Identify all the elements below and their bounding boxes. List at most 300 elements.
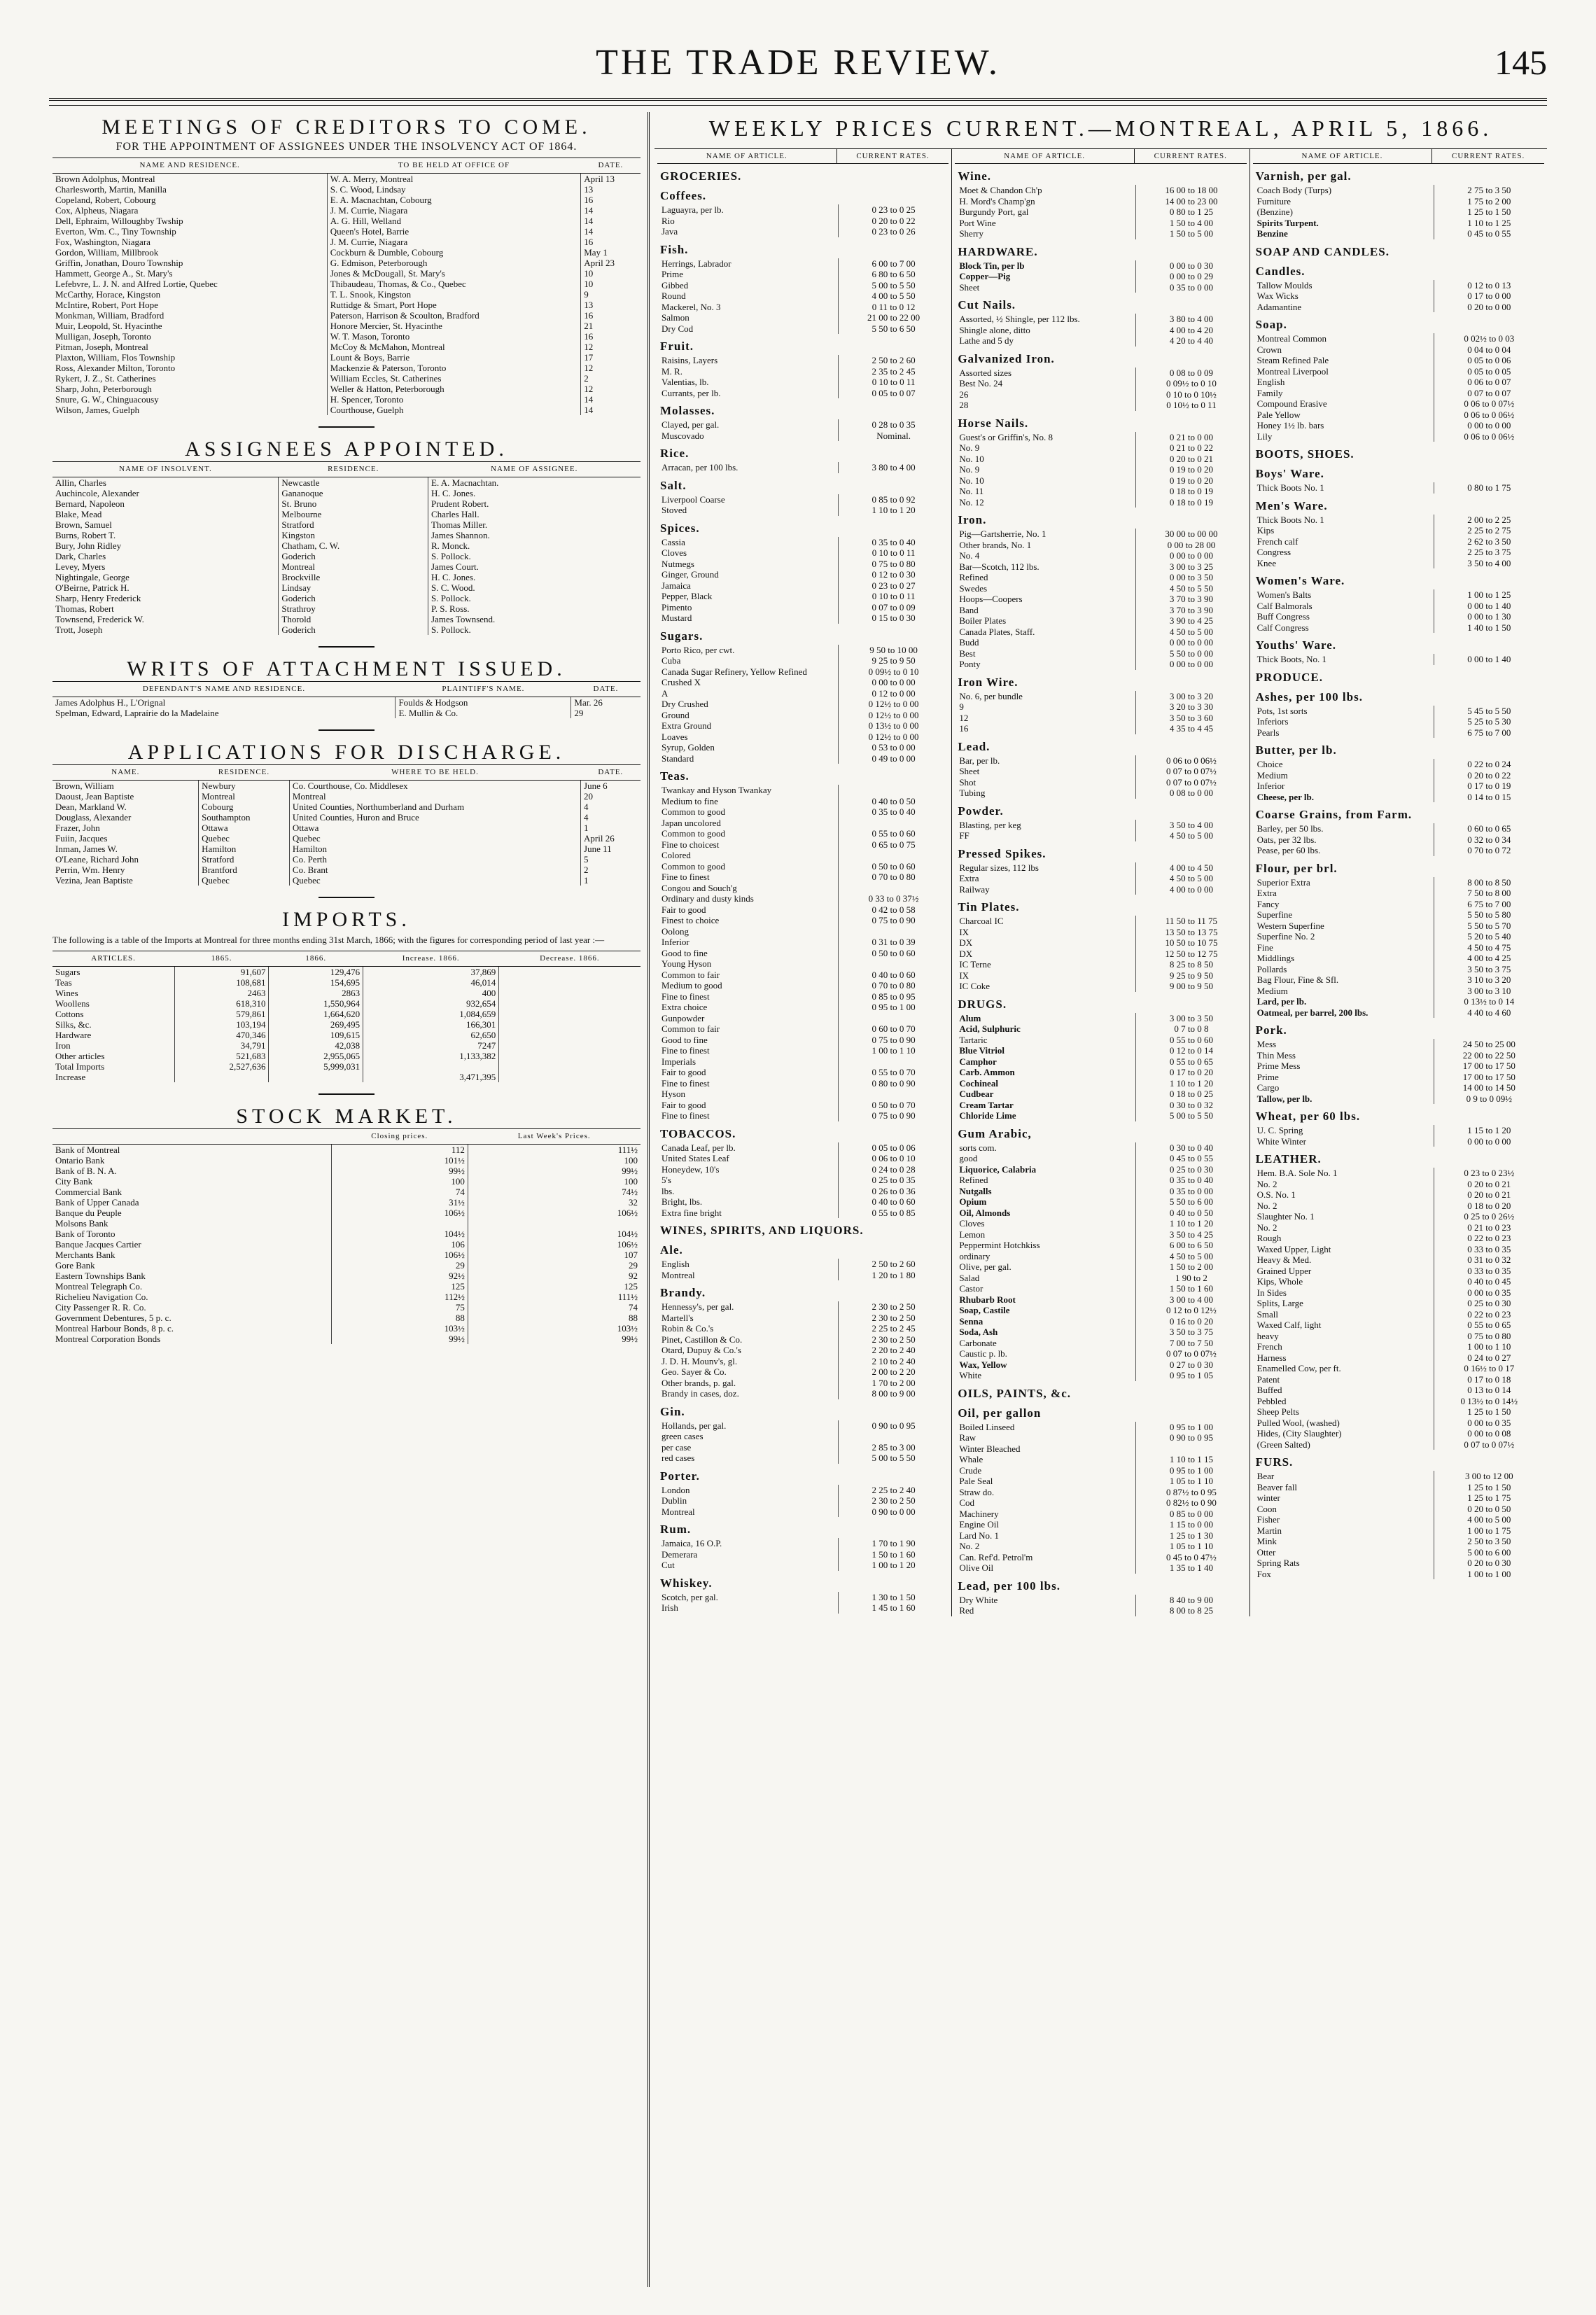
table-cell: 579,861	[174, 1009, 269, 1019]
article-name: Spirits Turpent.	[1253, 218, 1434, 229]
article-name: Syrup, Golden	[657, 742, 839, 753]
price-row	[657, 1549, 948, 1560]
price-row	[1253, 792, 1544, 803]
price-row	[955, 228, 1246, 239]
stocks-section	[52, 1105, 640, 1344]
article-name: Pale Yellow	[1253, 410, 1434, 421]
article-name: A	[657, 688, 839, 699]
price-row	[657, 613, 948, 624]
article-name: Congou and Souch'g	[657, 883, 839, 894]
price-row	[1253, 536, 1544, 547]
article-name: Soap, Castile	[955, 1305, 1136, 1316]
discharge-section	[52, 741, 640, 886]
current-rate: 0 53 to 0 00	[872, 742, 916, 753]
current-rate: 0 14 to 0 15	[1467, 791, 1511, 802]
table-cell: Townsend, Frederick W.	[55, 614, 144, 624]
table-cell: 21	[581, 321, 640, 331]
table-cell: 88	[468, 1313, 640, 1323]
table-cell: Montreal	[199, 791, 290, 802]
article-name: Hides, (City Slaughter)	[1253, 1428, 1434, 1439]
price-category: Pork.	[1255, 1023, 1287, 1037]
price-row	[1253, 1374, 1544, 1385]
article-name: IC Terne	[955, 959, 1136, 970]
price-row	[1253, 515, 1544, 526]
price-row	[955, 1487, 1246, 1498]
article-name: Fine to finest	[657, 872, 839, 883]
article-name: Alum	[955, 1013, 1136, 1024]
table-cell: June 11	[581, 844, 640, 854]
article-name: ordinary	[955, 1251, 1136, 1262]
current-rate: 1 90 to 2	[1175, 1272, 1208, 1283]
article-name: Band	[955, 605, 1136, 616]
price-header-cell: NAME OF ARTICLE.	[1253, 149, 1433, 163]
table-cell: Nightingale, George	[55, 572, 130, 582]
current-rate: 0 33 to 0 37½	[868, 893, 919, 904]
article-name: Robin & Co.'s	[657, 1323, 839, 1334]
price-row	[657, 926, 948, 937]
price-row	[955, 788, 1246, 799]
article-name: Kips	[1253, 525, 1434, 536]
current-rate: 0 45 to 0 47½	[1166, 1551, 1217, 1562]
price-row	[657, 1378, 948, 1389]
price-row	[1253, 1320, 1544, 1331]
table-cell: Co. Courthouse, Co. Middlesex	[289, 781, 580, 792]
current-rate: 14 00 to 23 00	[1165, 195, 1218, 207]
current-rate: 0 55 to 0 65	[1169, 1056, 1213, 1067]
article-name: U. C. Spring	[1253, 1125, 1434, 1136]
price-row	[657, 204, 948, 216]
current-rate: 1 25 to 1 50	[1467, 1481, 1511, 1492]
table-cell: 13	[581, 184, 640, 195]
article-name: Cheese, per lb.	[1253, 792, 1434, 803]
price-category: Ashes, per 100 lbs.	[1255, 690, 1363, 704]
table-cell: Bank of Upper Canada	[55, 1197, 139, 1208]
article-name: Clayed, per gal.	[657, 419, 839, 431]
article-name: green cases	[657, 1431, 839, 1442]
table-cell: April 26	[581, 833, 640, 844]
current-rate: 0 00 to 0 00	[1467, 420, 1511, 431]
price-row	[657, 1431, 948, 1442]
table-cell: City Passenger R. R. Co.	[55, 1302, 146, 1313]
price-row	[657, 258, 948, 270]
article-name: No. 2	[1253, 1222, 1434, 1233]
price-row	[657, 839, 948, 851]
table-cell: Daoust, Jean Baptiste	[55, 791, 134, 802]
table-cell: Griffin, Jonathan, Douro Township	[55, 258, 183, 268]
current-rate: 3 00 to 3 20	[1169, 690, 1213, 701]
price-row	[1253, 1547, 1544, 1558]
price-row	[955, 916, 1246, 927]
article-name: United States Leaf	[657, 1153, 839, 1164]
article-name: Lard, per lb.	[1253, 996, 1434, 1007]
article-name: J. D. H. Mounv's, gl.	[657, 1356, 839, 1367]
article-name: Geo. Sayer & Co.	[657, 1366, 839, 1378]
price-category: Molasses.	[660, 404, 715, 417]
article-name: Fisher	[1253, 1514, 1434, 1525]
table-cell: W. A. Merry, Montreal	[327, 174, 581, 185]
current-rate: 0 18 to 0 25	[1169, 1089, 1213, 1099]
article-name: Moet & Chandon Ch'p	[955, 185, 1136, 196]
article-name: winter	[1253, 1492, 1434, 1504]
table-row	[52, 593, 640, 603]
price-row	[955, 378, 1246, 389]
current-rate: 0 25 to 0 30	[1169, 1163, 1213, 1175]
article-name: Dublin	[657, 1495, 839, 1506]
price-row	[955, 1359, 1246, 1371]
current-rate: 1 10 to 1 20	[872, 505, 916, 515]
table-cell: 37,869	[363, 967, 499, 978]
article-name: Montreal	[657, 1270, 839, 1281]
column-header	[52, 1129, 331, 1145]
table-row	[52, 1019, 640, 1030]
table-row	[52, 184, 640, 195]
article-name: 5's	[657, 1175, 839, 1186]
table-cell: 2	[581, 373, 640, 384]
price-row	[657, 1592, 948, 1603]
price-row	[1253, 1039, 1544, 1050]
table-cell: R. Monck.	[428, 540, 641, 551]
table-row	[52, 697, 640, 708]
meetings-subtitle: FOR THE APPOINTMENT OF ASSIGNEES UNDER THE INSOLVENCY ACT OF 1864.	[115, 141, 578, 153]
column-header: RESIDENCE.	[279, 462, 428, 477]
price-row	[1253, 921, 1544, 932]
table-cell: Bank of Montreal	[55, 1145, 120, 1155]
article-name: Lemon	[955, 1229, 1136, 1240]
table-cell: Woollens	[55, 998, 90, 1009]
article-name: good	[955, 1153, 1136, 1164]
table-row	[52, 268, 640, 279]
current-rate	[839, 785, 948, 796]
price-row	[1253, 1569, 1544, 1580]
table-row	[52, 394, 640, 405]
price-row	[657, 970, 948, 981]
current-rate: 0 25 to 0 35	[872, 1175, 916, 1185]
imports-title: IMPORTS.	[282, 908, 411, 931]
current-rate: 4 50 to 5 50	[1169, 582, 1213, 594]
table-cell: Fox, Washington, Niagara	[55, 237, 150, 247]
article-name: In Sides	[1253, 1287, 1434, 1299]
current-rate: 1 00 to 1 20	[872, 1560, 916, 1570]
article-name: Fine to finest	[657, 1045, 839, 1056]
price-row	[955, 1316, 1246, 1327]
table-cell: Hamilton	[199, 844, 290, 854]
table-row	[52, 812, 640, 823]
price-category: Gin.	[660, 1404, 685, 1418]
article-name: Furniture	[1253, 196, 1434, 207]
article-name: Shingle alone, ditto	[955, 325, 1136, 336]
price-row	[657, 280, 948, 291]
current-rate: 3 00 to 3 50	[1169, 1012, 1213, 1023]
article-name: No. 2	[1253, 1179, 1434, 1190]
table-cell: 111½	[468, 1292, 640, 1302]
price-row	[955, 1153, 1246, 1164]
article-name: Thin Mess	[1253, 1050, 1434, 1061]
price-row	[1253, 525, 1544, 536]
price-row	[955, 1552, 1246, 1563]
current-rate: 4 00 to 0 00	[1169, 883, 1213, 895]
price-row	[657, 645, 948, 656]
current-rate: 8 00 to 8 50	[1467, 876, 1511, 888]
article-name: Ginger, Ground	[657, 569, 839, 580]
table-cell: J. M. Currie, Niagara	[327, 205, 581, 216]
table-cell: 154,695	[269, 977, 363, 988]
table-cell: 99½	[468, 1166, 640, 1176]
price-row	[1253, 1406, 1544, 1418]
current-rate: 0 45 to 0 55	[1169, 1153, 1213, 1163]
price-row	[657, 1196, 948, 1208]
price-row	[1253, 333, 1544, 344]
price-row	[1253, 834, 1544, 846]
column-header: DATE.	[581, 765, 640, 781]
current-rate: 0 00 to 1 40	[1467, 600, 1511, 611]
current-rate: 1 30 to 1 50	[872, 1591, 916, 1602]
current-rate: 5 50 to 5 70	[1467, 920, 1511, 931]
article-name: Compound Erasive	[1253, 398, 1434, 410]
table-cell: 4	[581, 802, 640, 812]
article-name: Buffed	[1253, 1385, 1434, 1396]
table-cell: Spelman, Edward, Lapraírie do la Madelaine	[55, 708, 219, 718]
current-rate: 4 50 to 5 00	[1169, 1250, 1213, 1261]
current-rate: 5 50 to 6 50	[872, 323, 916, 334]
price-row	[955, 627, 1246, 638]
table-row	[52, 1292, 640, 1302]
price-category: Salt.	[660, 478, 687, 492]
table-cell: Frazer, John	[55, 823, 100, 833]
current-rate: 0 12½ to 0 00	[868, 709, 919, 720]
current-rate: 0 12 to 0 14	[1169, 1045, 1213, 1056]
current-rate: 0 90 to 0 95	[1169, 1432, 1213, 1443]
price-row	[1253, 1558, 1544, 1569]
price-row	[657, 1078, 948, 1089]
price-row	[657, 1023, 948, 1035]
table-cell: Bank of B. N. A.	[55, 1166, 117, 1176]
current-rate: 3 80 to 4 00	[872, 462, 916, 473]
price-header-cell: CURRENT RATES.	[1154, 152, 1227, 160]
article-name: Japan uncolored	[657, 818, 839, 829]
table-cell: S. C. Wood, Lindsay	[327, 184, 581, 195]
table-cell: 2,955,065	[269, 1051, 363, 1061]
table-cell: Thibaudeau, Thomas, & Co., Quebec	[327, 279, 581, 289]
article-name: Mackerel, No. 3	[657, 302, 839, 313]
article-name: Honeydew, 10's	[657, 1164, 839, 1175]
current-rate: 0 31 to 0 32	[1467, 1254, 1511, 1265]
current-rate: 0 00 to 0 35	[1467, 1417, 1511, 1428]
price-row	[1253, 931, 1544, 942]
price-row	[955, 713, 1246, 724]
article-name: French	[1253, 1341, 1434, 1352]
article-name: Sheet	[955, 282, 1136, 293]
article-name: Liquorice, Calabria	[955, 1164, 1136, 1175]
current-rate: 0 40 to 0 45	[1467, 1276, 1511, 1287]
table-cell: J. M. Currie, Niagara	[327, 237, 581, 247]
price-row	[657, 1420, 948, 1432]
table-row	[52, 1009, 640, 1019]
table-cell: E. A. Macnachtan.	[428, 477, 641, 489]
table-cell: Prudent Robert.	[428, 498, 641, 509]
table-cell: 14	[581, 405, 640, 415]
current-rate: 4 50 to 4 75	[1467, 942, 1511, 953]
current-rate: 0 06 to 0 07½	[1464, 398, 1515, 409]
current-rate: 4 00 to 5 00	[1467, 1514, 1511, 1525]
prices-table	[654, 148, 1547, 1616]
table-cell: O'Leane, Richard John	[55, 854, 139, 865]
price-row	[1253, 1093, 1544, 1105]
current-rate: 0 00 to 0 00	[1169, 550, 1213, 561]
table-cell: Banque Jacques Cartier	[55, 1239, 141, 1250]
table-cell: United Counties, Huron and Bruce	[289, 812, 580, 823]
article-name: Demerara	[657, 1549, 839, 1560]
price-row	[657, 710, 948, 721]
current-rate: 0 06 to 0 07	[1467, 377, 1511, 387]
table-cell: 2	[581, 865, 640, 875]
price-row	[955, 862, 1246, 874]
article-name: Pimento	[657, 602, 839, 613]
price-category: Youths' Ware.	[1255, 638, 1336, 652]
table-cell: Merchants Bank	[55, 1250, 115, 1260]
current-rate: 3 90 to 4 25	[1169, 615, 1213, 626]
meetings-section	[52, 116, 640, 415]
table-cell	[499, 1072, 640, 1082]
article-name: Fine to finest	[657, 991, 839, 1002]
price-row	[1253, 482, 1544, 494]
current-rate: 2 35 to 2 45	[872, 365, 916, 377]
price-category: SOAP AND CANDLES.	[1255, 244, 1390, 258]
article-name: Castor	[955, 1283, 1136, 1294]
table-cell: 31½	[331, 1197, 468, 1208]
article-name: English	[657, 1259, 839, 1270]
price-row	[657, 1164, 948, 1175]
article-name: Otard, Dupuy & Co.'s	[657, 1345, 839, 1356]
current-rate: 2 25 to 2 75	[1467, 525, 1511, 536]
table-cell	[499, 988, 640, 998]
price-category: Coarse Grains, from Farm.	[1255, 808, 1413, 821]
table-cell: McCoy & McMahon, Montreal	[327, 342, 581, 352]
table-cell: Perrin, Wm. Henry	[55, 865, 125, 875]
current-rate: 1 50 to 4 00	[1169, 217, 1213, 228]
current-rate: 3 20 to 3 30	[1169, 701, 1213, 712]
table-cell: Quebec	[199, 833, 290, 844]
price-row	[955, 701, 1246, 713]
article-name: Finest to choice	[657, 915, 839, 926]
current-rate: 0 75 to 0 80	[1467, 1330, 1511, 1341]
current-rate: 0 80 to 1 25	[1169, 207, 1213, 217]
article-name: Canada Leaf, per lb.	[657, 1142, 839, 1154]
price-row	[1253, 845, 1544, 856]
article-name: Medium to good	[657, 980, 839, 991]
current-rate: 0 10 to 0 10½	[1166, 389, 1217, 400]
table-cell	[363, 1061, 499, 1072]
article-name: Irish	[657, 1602, 839, 1614]
article-name: Canada Plates, Staff.	[955, 627, 1136, 638]
article-name: White	[955, 1370, 1136, 1381]
table-cell: Ruttidge & Smart, Port Hope	[327, 300, 581, 310]
article-name: Chloride Lime	[955, 1110, 1136, 1121]
table-cell: H. C. Jones.	[428, 572, 641, 582]
current-rate: 6 75 to 7 00	[1467, 898, 1511, 909]
table-cell	[499, 1030, 640, 1040]
article-name: Cloves	[955, 1218, 1136, 1229]
table-cell: 1,084,659	[363, 1009, 499, 1019]
price-row	[657, 1366, 948, 1378]
current-rate: 0 33 to 0 35	[1467, 1243, 1511, 1254]
article-name: Middlings	[1253, 953, 1434, 964]
current-rate: 2 85 to 3 00	[872, 1441, 916, 1453]
current-rate: 0 20 to 0 21	[1169, 453, 1213, 464]
current-rate: 3 50 to 3 75	[1467, 963, 1511, 974]
table-cell: 106½	[468, 1208, 640, 1218]
price-row	[955, 637, 1246, 648]
price-row	[1253, 611, 1544, 622]
table-cell: S. Pollock.	[428, 551, 641, 561]
article-name: Best No. 24	[955, 378, 1136, 389]
table-row	[52, 289, 640, 300]
current-rate: 0 04 to 0 04	[1467, 344, 1511, 355]
table-cell: Newbury	[199, 781, 290, 792]
article-name: DX	[955, 949, 1136, 960]
table-cell: June 6	[581, 781, 640, 792]
article-name: English	[1253, 377, 1434, 388]
current-rate: 0 95 to 1 00	[1169, 1421, 1213, 1432]
table-cell: Banque du Peuple	[55, 1208, 122, 1218]
article-name: Bag Flour, Fine & Sfl.	[1253, 974, 1434, 986]
table-cell: 112½	[331, 1292, 468, 1302]
table-row	[52, 802, 640, 812]
current-rate: 0 27 to 0 30	[1169, 1359, 1213, 1370]
table-cell	[269, 1072, 363, 1082]
article-name: Choice	[1253, 759, 1434, 770]
table-row	[52, 624, 640, 635]
table-row	[52, 1166, 640, 1176]
article-name: Porto Rico, per cwt.	[657, 645, 839, 656]
table-cell: Blake, Mead	[55, 509, 102, 519]
price-row	[955, 1530, 1246, 1541]
table-cell: City Bank	[55, 1176, 93, 1187]
article-name: (Benzine)	[1253, 207, 1434, 218]
price-row	[955, 561, 1246, 573]
current-rate: 0 00 to 3 50	[1169, 572, 1213, 582]
article-name: Cream Tartar	[955, 1100, 1136, 1111]
article-name: Other brands, No. 1	[955, 540, 1136, 551]
article-name: Beaver fall	[1253, 1482, 1434, 1493]
current-rate: 21 00 to 22 00	[867, 312, 920, 323]
price-row	[955, 464, 1246, 475]
price-row	[955, 1218, 1246, 1229]
price-row	[955, 1240, 1246, 1251]
table-cell: 13	[581, 300, 640, 310]
current-rate: 8 00 to 9 00	[872, 1388, 916, 1399]
table-cell: 14	[581, 394, 640, 405]
table-cell: Other articles	[55, 1051, 105, 1061]
price-row	[955, 1089, 1246, 1100]
table-cell: 470,346	[174, 1030, 269, 1040]
price-row	[1253, 1233, 1544, 1244]
table-cell: 103,194	[174, 1019, 269, 1030]
price-row	[657, 872, 948, 883]
current-rate: 0 00 to 0 00	[1169, 637, 1213, 648]
table-row	[52, 331, 640, 342]
article-name: Red	[955, 1605, 1136, 1616]
table-cell: Burns, Robert T.	[55, 530, 116, 540]
current-rate: 5 45 to 5 50	[1467, 705, 1511, 716]
price-row	[1253, 781, 1544, 792]
table-row	[52, 1302, 640, 1313]
price-row	[657, 796, 948, 807]
table-cell: Lount & Boys, Barrie	[327, 352, 581, 363]
table-row	[52, 279, 640, 289]
current-rate: 0 07 to 0 07½	[1166, 776, 1217, 788]
price-row	[955, 314, 1246, 325]
current-rate: 2 50 to 3 50	[1467, 1536, 1511, 1546]
